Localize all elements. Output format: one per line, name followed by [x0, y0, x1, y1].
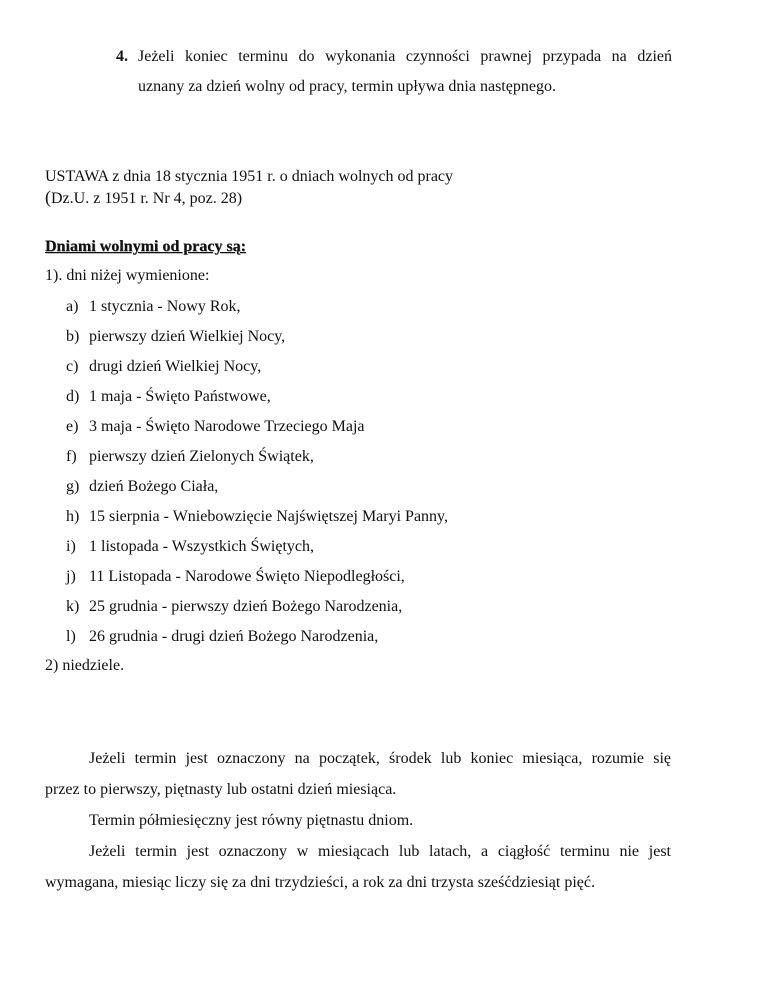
- list-item: [60, 296, 448, 326]
- list-item: [60, 386, 448, 416]
- list-item-text: 11 Listopada - Narodowe Święto Niepodległości,: [89, 568, 405, 585]
- list-item-text: 3 maja - Święto Narodowe Trzeciego Maja: [89, 418, 365, 435]
- list-item: [60, 446, 448, 476]
- list-item: [60, 326, 448, 356]
- holidays-heading: Dniami wolnymi od pracy są:: [45, 238, 246, 255]
- list-item-text: 26 grudnia - drugi dzień Bożego Narodzenia,: [89, 628, 379, 645]
- list-item-letter: a): [66, 298, 79, 315]
- list-item-letter: f): [66, 448, 77, 465]
- list-item-letter: h): [66, 508, 80, 525]
- list-item-letter: l): [66, 628, 76, 645]
- list-item-text: drugi dzień Wielkiej Nocy,: [89, 358, 262, 375]
- list-item: [60, 356, 448, 386]
- list-item-letter: d): [66, 388, 80, 405]
- paragraph-3-line-1: Jeżeli termin jest oznaczony w miesiącach lub latach, a ciągłość terminu nie jest: [89, 843, 671, 860]
- list-item: [60, 566, 448, 596]
- list-item-text: 1 stycznia - Nowy Rok,: [89, 298, 241, 315]
- paragraphs: [45, 743, 671, 898]
- paragraph-1-line-1: Jeżeli termin jest oznaczony na początek, środek lub koniec miesiąca, rozumie się: [89, 750, 671, 767]
- act-reference: Dz.U. z 1951 r. Nr 4, poz. 28): [51, 190, 243, 207]
- list-item: [60, 476, 448, 506]
- list-item-text: 15 sierpnia - Wniebowzięcie Najświętszej Maryi Panny,: [89, 508, 448, 525]
- list-item-text: pierwszy dzień Zielonych Świątek,: [89, 448, 314, 465]
- list-item-text: 1 maja - Święto Państwowe,: [89, 388, 271, 405]
- list-item-text: 1 listopada - Wszystkich Świętych,: [89, 538, 314, 555]
- paragraph-2: Termin półmiesięczny jest równy piętnastu dniom.: [89, 812, 414, 829]
- list-item-text: pierwszy dzień Wielkiej Nocy,: [89, 328, 286, 345]
- list-item-letter: e): [66, 418, 79, 435]
- section-4-line-2: uznany za dzień wolny od pracy, termin upływa dnia następnego.: [138, 78, 556, 95]
- section-4-line-1: [116, 42, 672, 72]
- list-item-letter: c): [66, 358, 79, 375]
- section-4-text-1: Jeżeli koniec terminu do wykonania czynności prawnej przypada na dzień: [138, 48, 672, 65]
- list-item-letter: b): [66, 328, 80, 345]
- list-item: [60, 416, 448, 446]
- act-title: USTAWA z dnia 18 stycznia 1951 r. o dniach wolnych od pracy: [45, 168, 454, 185]
- holidays-list-outro: 2) niedziele.: [45, 657, 125, 674]
- section-4: [116, 42, 672, 102]
- paragraph-1-line-2: przez to pierwszy, piętnasty lub ostatni dzień miesiąca.: [45, 781, 397, 798]
- list-item: [60, 596, 448, 626]
- paragraph-3-line-2: wymagana, miesiąc liczy się za dni trzydzieści, a rok za dni trzysta sześćdziesiąt pięć.: [45, 874, 595, 891]
- list-item-text: dzień Bożego Ciała,: [89, 478, 219, 495]
- holidays-list: [60, 296, 448, 656]
- act-reference-paren: (: [45, 187, 51, 207]
- list-item: [60, 626, 448, 656]
- list-item-text: 25 grudnia - pierwszy dzień Bożego Narodzenia,: [89, 598, 403, 615]
- list-item: [60, 536, 448, 566]
- list-item-letter: i): [66, 538, 76, 555]
- act-citation: [45, 166, 685, 209]
- list-item-letter: j): [66, 568, 76, 585]
- list-item-letter: k): [66, 598, 80, 615]
- holidays-list-intro: 1). dni niżej wymienione:: [45, 267, 210, 284]
- list-item: [60, 506, 448, 536]
- list-item-letter: g): [66, 478, 80, 495]
- act-reference-line: [45, 187, 685, 209]
- section-4-number: 4.: [116, 48, 128, 65]
